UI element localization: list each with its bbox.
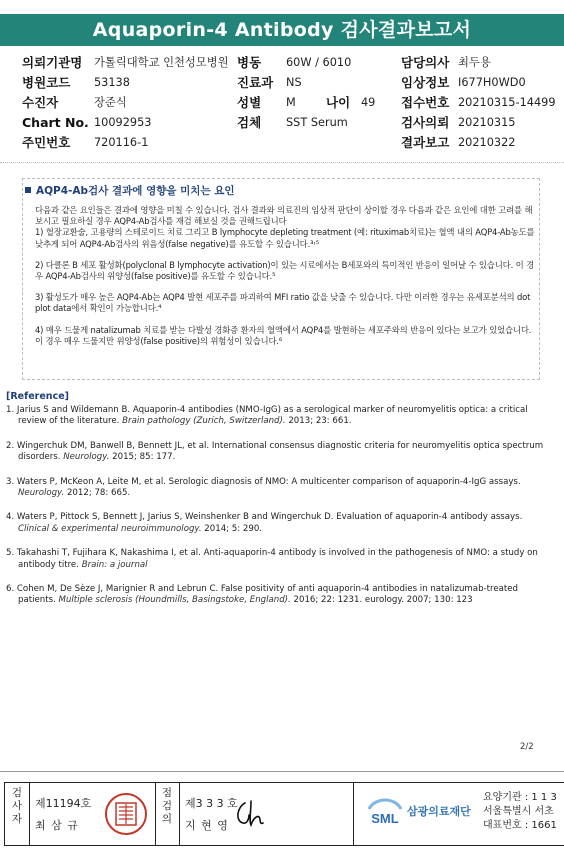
reference-heading: [Reference] xyxy=(6,391,69,402)
specimen-value: SST Serum xyxy=(286,116,348,129)
institution-phone-line: 대표번호 : 1661 xyxy=(483,820,557,831)
bullet-square-icon xyxy=(25,187,31,193)
reference-tail: 2016; 22: 1231. eurology. 2007; 130: 123 xyxy=(293,595,473,606)
reference-tail: 2013; 23: 661. xyxy=(288,416,352,427)
page-number: 2/2 xyxy=(520,742,534,752)
report-title: Aquaporin-4 Antibody 검사결과보고서 xyxy=(0,14,564,46)
dept-label: 진료과 xyxy=(237,75,274,90)
report-date-value: 20210322 xyxy=(458,136,516,149)
clinical-info-value: I677H0WD0 xyxy=(458,76,526,89)
reference-item xyxy=(6,405,554,428)
footer-divider-line xyxy=(179,783,180,845)
examiner-label xyxy=(7,787,27,826)
reference-item xyxy=(6,512,554,535)
reference-tail: 2015; 85: 177. xyxy=(112,452,176,463)
sml-logo-icon xyxy=(365,795,405,829)
receipt-no-label: 접수번호 xyxy=(401,95,450,110)
info-row-3 xyxy=(0,94,564,111)
notice-box xyxy=(22,178,540,380)
footer-divider-line xyxy=(29,783,30,845)
footer-divider-line xyxy=(353,783,354,845)
receipt-no-value: 20210315-14499 xyxy=(458,96,556,109)
reference-journal: Brain pathology (Zurich, Switzerland). xyxy=(122,416,286,427)
reference-journal: Multiple sclerosis (Houndmills, Basingstoke, England). xyxy=(58,595,291,606)
institution-label: 의뢰기관명 xyxy=(22,55,83,70)
notice-item-3: 3) 활성도가 매우 높은 AQP4-Ab는 AQP4 발현 세포주를 파괴하여 MFI ratio 값을 낮출 수 있습니다. 다만 이러한 경우는 유세포분석의 dot plot data에서 확인이 가능합니다.⁴ xyxy=(35,292,531,314)
ward-value: 60W / 6010 xyxy=(286,56,352,69)
notice-item-2: 2) 다클론 B 세포 활성화(polyclonal B lymphocyte activation)이 있는 시료에서는 B세포와의 특이적인 반응이 일어날 수 있습니다. 이 경우 AQP4-Ab검사의 위양성(false positive)를 유도할 수 있습니다.⁵ xyxy=(35,259,535,282)
reference-item xyxy=(6,441,554,464)
reviewer-license-no: 제3 3 3 호 xyxy=(185,797,238,810)
footer-divider-line xyxy=(155,783,156,845)
hospital-code-value: 53138 xyxy=(94,76,130,89)
ward-label: 병동 xyxy=(237,55,262,70)
reviewer-label-text: 점검의 xyxy=(161,787,173,825)
sml-logo-text: SML xyxy=(371,811,399,826)
info-row-2 xyxy=(0,74,564,91)
reference-tail: 2012; 78: 665. xyxy=(66,488,131,499)
resident-no-label: 주민번호 xyxy=(22,135,71,150)
request-date-label: 검사의뢰 xyxy=(401,115,450,130)
age-value: 49 xyxy=(361,96,376,109)
examiner-seal-stamp xyxy=(103,791,149,837)
chart-no-value: 10092953 xyxy=(94,116,152,129)
reference-item xyxy=(6,584,554,607)
report-date-label: 결과보고 xyxy=(401,135,450,150)
chart-no-label: Chart No. xyxy=(22,115,89,130)
examiner-license-no: 제11194호 xyxy=(35,797,92,810)
reference-tail: 2014; 5: 290. xyxy=(204,523,263,534)
notice-title-text: AQP4-Ab검사 결과에 영향을 미치는 요인 xyxy=(36,185,235,197)
specimen-label: 검체 xyxy=(237,115,262,130)
info-row-5 xyxy=(0,134,564,151)
reference-item xyxy=(6,477,554,500)
sex-label: 성별 xyxy=(237,95,262,110)
notice-item-4: 4) 매우 드물게 natalizumab 치료를 받는 다발성 경화증 환자의 혈액에서 AQP4를 발현하는 세포주와의 반응이 있다는 보고가 있었습니다. 이 경우 매우 드물지만 위양성(false positive)의 위험성이 있습니다.⁶ xyxy=(35,324,532,346)
request-date-value: 20210315 xyxy=(458,116,516,129)
reference-text: 6. Cohen M, De Sèze J, Marignier R and Lebrun C. False positivity of anti aquaporin-4 antibodies in natalizumab-treated patients. xyxy=(6,584,519,606)
institution-value: 가톨릭대학교 인천성모병원 xyxy=(94,56,229,69)
company-name: 삼광의료재단 xyxy=(407,805,471,818)
doctor-label: 담당의사 xyxy=(401,55,450,70)
signature-footer xyxy=(4,782,564,846)
sex-value: M xyxy=(286,96,296,109)
info-row-4 xyxy=(0,114,564,131)
notice-item-1: 1) 혈장교환술, 고용량의 스테로이드 치료 그리고 B lymphocyte depleting treatment (예: rituximab치료)는 혈액 내의 AQP4-Ab농도를 낮추게 되어 AQP4-Ab검사의 위음성(false negative)를 유도할 수 있습니다.³˒⁵ xyxy=(35,227,535,249)
reviewer-label xyxy=(157,787,177,826)
resident-no-value: 720116-1 xyxy=(94,136,149,149)
notice-intro: 다음과 같은 요인들은 결과에 영향을 미칠 수 있습니다. 검사 결과와 의료진의 임상적 판단이 상이할 경우 다음과 같은 요인에 대한 고려를 해 보시고 필요하실 경우 AQP4-Ab검사를 재검 해보실 것을 권해드립니다 xyxy=(35,205,533,227)
patient-value: 장준식 xyxy=(94,96,127,109)
reference-journal: Neurology. xyxy=(63,452,110,463)
hospital-code-label: 병원코드 xyxy=(22,75,71,90)
reference-text: 4. Waters P, Pittock S, Bennett J, Jarius S, Weinshenker B and Wingerchuk D. Evaluation of aquaporin-4 antibody assays. xyxy=(6,512,523,523)
notice-title xyxy=(25,183,235,198)
reviewer-signature xyxy=(231,795,267,831)
footer-divider xyxy=(0,771,564,772)
reference-list xyxy=(6,405,554,620)
section-divider xyxy=(0,162,564,163)
reference-text: 2. Wingerchuk DM, Banwell B, Bennett JL, et al. International consensus diagnostic criteria for neuromyelitis optica spectrum disorders. xyxy=(6,440,544,463)
institution-address-line: 서울특별시 서초 xyxy=(483,806,554,817)
clinical-info-label: 임상정보 xyxy=(401,75,450,90)
reference-text: 5. Takahashi T, Fujihara K, Nakashima I, et al. Anti-aquaporin-4 antibody is involved in the pathogenesis of NMO: a study on antibody titre. xyxy=(6,548,538,570)
reference-text: 3. Waters P, McKeon A, Leite M, et al. Serologic diagnosis of NMO: A multicenter comparison of aquaporin-4-IgG assays. xyxy=(6,476,521,487)
notice-body xyxy=(35,205,535,357)
reviewer-name: 지 현 영 xyxy=(185,819,229,832)
institution-details xyxy=(483,791,557,833)
doctor-value: 최두용 xyxy=(458,56,491,69)
reference-journal: Brain: a journal xyxy=(81,559,148,570)
reference-text: 1. Jarius S and Wildemann B. Aquaporin-4 antibodies (NMO-IgG) as a serological marker of neuromyelitis optica: a critical review of the literature. xyxy=(6,405,528,427)
age-label: 나이 xyxy=(326,95,351,110)
reference-journal: Clinical & experimental neuroimmunology. xyxy=(18,523,202,534)
info-row-1 xyxy=(0,54,564,71)
institution-code-line: 요양기관 : 1 1 3 xyxy=(483,792,557,803)
patient-label: 수진자 xyxy=(22,95,59,110)
reference-item xyxy=(6,548,554,571)
examiner-name: 최 삼 규 xyxy=(35,819,79,832)
dept-value: NS xyxy=(286,76,302,89)
reference-journal: Neurology. xyxy=(18,488,65,499)
examiner-label-text: 검사자 xyxy=(11,787,23,825)
